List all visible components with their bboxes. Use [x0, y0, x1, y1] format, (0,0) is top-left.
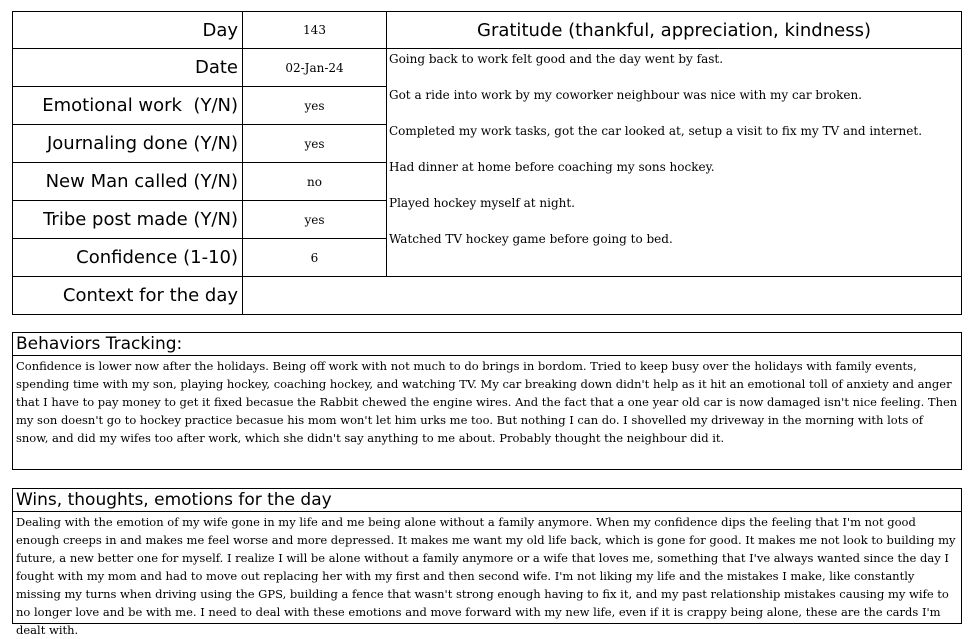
label-journaling-done: Journaling done (Y/N): [46, 133, 238, 154]
behaviors-text: Confidence is lower now after the holidays. Being off work with not much to do brings in bordom. Tried to keep busy over the holidays with family events, spending time with my son, playing hockey, coaching hockey, and watching TV. My car breaking down didn't help as it hit an emotional toll of anxiety and anger that I have to pay money to get it fixed becasue the Rabbit chewed the engine wires. And the fact that a one year old car is now damaged isn't nice feeling. Then my son doesn't go to hockey practice becasue his mom won't let him urks me too. But nothing I can do. I shovelled my driveway in the morning with lots of snow, and did my wifes too after work, which she didn't say anything to me about. Probably thought the neighbour did it.: [16, 359, 958, 445]
wins-title: Wins, thoughts, emotions for the day: [16, 490, 332, 510]
label-context: Context for the day: [62, 285, 238, 306]
gratitude-item: Got a ride into work by my coworker neighbour was nice with my car broken.: [389, 88, 862, 102]
wins-text: Dealing with the emotion of my wife gone in my life and me being alone without a family anymore. When my confidence dips the feeling that I'm not good enough creeps in and makes me feel worse and more depressed. It makes me want my old life back, which is gone for good. It makes me not look to building my future, a new better one for myself. I realize I will be alone without a family anymore or a wife that loves me, something that I've always wanted since the day I fought with my mom and had to move out replacing her with my first and then second wife. I'm not liking my life and the mistakes I make, like constantly missing my turns when driving using the GPS, building a fence that wasn't strong enough having to fix it, and my past relationship mistakes causing my wife to no longer love and be with me. I need to deal with these emotions and move forward with my new life, even if it is crappy being alone, these are the cards I'm dealt with.: [16, 515, 956, 637]
gratitude-title: Gratitude (thankful, appreciation, kindness): [477, 19, 871, 41]
label-emotional-work: Emotional work (Y/N): [42, 95, 238, 116]
gratitude-item: Completed my work tasks, got the car looked at, setup a visit to fix my TV and internet.: [389, 124, 923, 138]
value-tribe-post-made: yes: [304, 212, 325, 227]
value-confidence: 6: [310, 250, 319, 265]
behaviors-title-divider: [12, 355, 962, 356]
behaviors-title: Behaviors Tracking:: [16, 334, 183, 354]
gratitude-item: Played hockey myself at night.: [389, 196, 575, 210]
label-day: Day: [202, 19, 238, 41]
value-day: 143: [303, 23, 326, 37]
gratitude-item: Going back to work felt good and the day went by fast.: [389, 52, 724, 66]
value-date: 02-Jan-24: [285, 60, 344, 75]
value-context: [243, 277, 962, 314]
value-emotional-work: yes: [304, 98, 325, 113]
gratitude-title-divider: [386, 48, 962, 49]
wins-title-divider: [12, 511, 962, 512]
value-new-man-called: no: [307, 174, 322, 189]
value-journaling-done: yes: [304, 136, 325, 151]
label-confidence: Confidence (1-10): [76, 247, 238, 268]
gratitude-item: Had dinner at home before coaching my sons hockey.: [389, 160, 715, 174]
gratitude-item: Watched TV hockey game before going to bed.: [389, 232, 673, 246]
label-date: Date: [194, 57, 238, 78]
label-new-man-called: New Man called (Y/N): [45, 171, 238, 192]
label-tribe-post-made: Tribe post made (Y/N): [43, 209, 238, 230]
